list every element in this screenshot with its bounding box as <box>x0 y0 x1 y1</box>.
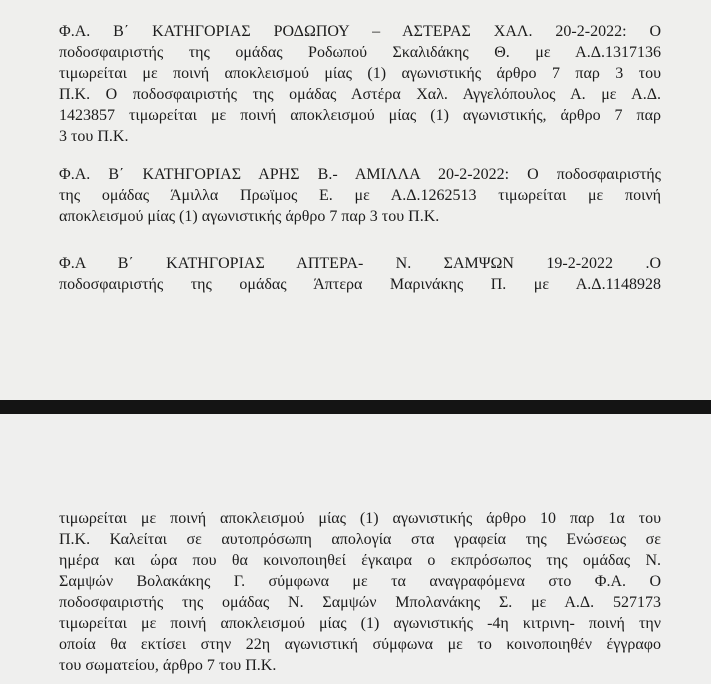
text-line: της ομάδας Άμιλλα Πρωϊμος Ε. με Α.Δ.1262513 τιμωρείται με ποινή <box>59 187 661 204</box>
text-line: Σαμψών Βολακάκης Γ. σύμφωνα με τα αναγραφόμενα στο Φ.Α. Ο <box>59 573 661 590</box>
text-line: τιμωρείται με ποινή αποκλεισμού μίας (1) αγωνιστικής -4η κιτρινη- ποινή την <box>59 615 661 632</box>
text-line: αποκλεισμού μίας (1) αγωνιστικής άρθρο 7 παρ 3 του Π.Κ. <box>59 208 440 225</box>
text-line: Φ.Α. Β΄ ΚΑΤΗΓΟΡΙΑΣ ΑΡΗΣ Β.- ΑΜΙΛΛΑ 20-2-2022: Ο ποδοσφαιριστής <box>59 166 661 183</box>
text-line: Π.Κ. Ο ποδοσφαιριστής της ομάδας Αστέρα Χαλ. Αγγελόπουλος Α. με Α.Δ. <box>59 86 661 103</box>
paragraph-aris-amilla <box>59 164 661 227</box>
page-divider <box>0 400 711 414</box>
text-line: Π.Κ. Καλείται σε αυτοπρόσωπη απολογία στα γραφεία της Ενώσεως σε <box>59 531 661 548</box>
text-line: του σωματείου, άρθρο 7 του Π.Κ. <box>59 657 277 674</box>
text-line: τιμωρείται με ποινή αποκλεισμού μίας (1) αγωνιστικής άρθρο 7 παρ 3 του <box>59 65 661 82</box>
text-line: ποδοσφαιριστής της ομάδας Ν. Σαμψών Μπολανάκης Σ. με Α.Δ. 527173 <box>59 594 661 611</box>
text-line: Φ.Α Β΄ ΚΑΤΗΓΟΡΙΑΣ ΑΠΤΕΡΑ- Ν. ΣΑΜΨΩΝ 19-2-2022 .Ο <box>59 255 661 272</box>
text-line: ποδοσφαιριστής της ομάδας Άπτερα Μαρινάκης Π. με Α.Δ.1148928 <box>59 276 661 293</box>
text-line: ημέρα και ώρα που θα κοινοποιηθεί έγκαιρα ο εκπρόσωπος της ομάδας Ν. <box>59 552 661 569</box>
text-line: 1423857 τιμωρείται με ποινή αποκλεισμού μίας (1) αγωνιστικής, άρθρο 7 παρ <box>59 107 661 124</box>
text-line: τιμωρείται με ποινή αποκλεισμού μίας (1) αγωνιστικής άρθρο 10 παρ 1α του <box>59 510 661 527</box>
text-line: οποία θα εκτίσει στην 22η αγωνιστική σύμφωνα με το κοινοποιηθέν έγγραφο <box>59 636 661 653</box>
paragraph-rodopou-asteras <box>59 21 661 147</box>
text-line: ποδοσφαιριστής της ομάδας Ροδωπού Σκαλιδάκης Θ. με Α.Δ.1317136 <box>59 44 661 61</box>
paragraph-continuation <box>59 508 661 676</box>
paragraph-aptera-samson <box>59 253 661 295</box>
text-line: Φ.Α. Β΄ ΚΑΤΗΓΟΡΙΑΣ ΡΟΔΩΠΟΥ – ΑΣΤΕΡΑΣ ΧΑΛ. 20-2-2022: Ο <box>59 23 661 40</box>
text-line: 3 του Π.Κ. <box>59 128 129 145</box>
